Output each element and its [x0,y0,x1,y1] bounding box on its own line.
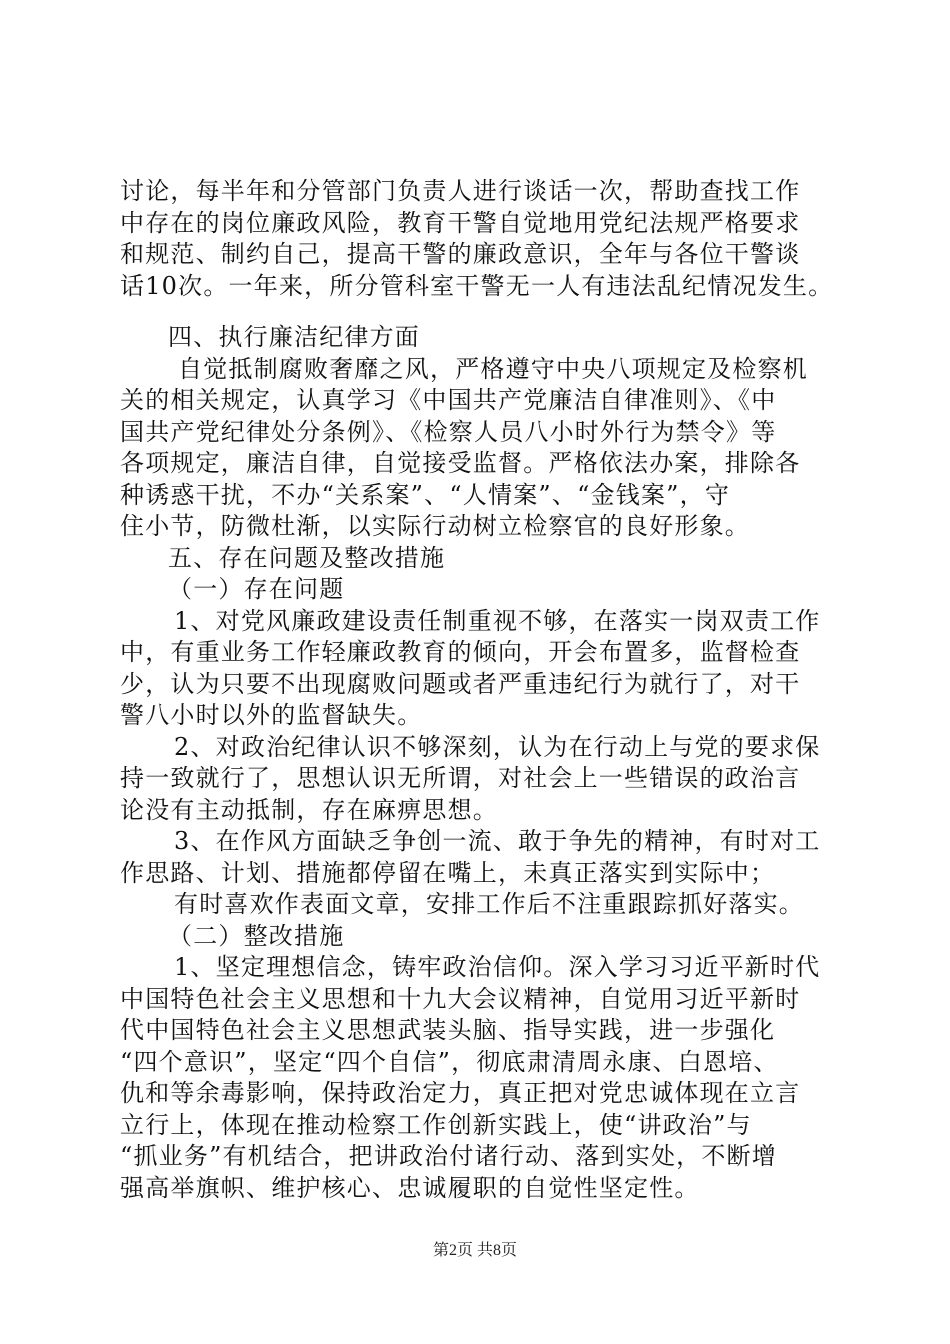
text-line: 各项规定，廉洁自律，自觉接受监督。严格依法办案，排除各 [120,449,801,477]
subsection-heading: （二）整改措施 [168,921,345,950]
text-line: 讨论，每半年和分管部门负责人进行谈话一次，帮助查找工作 [120,177,801,205]
text-line: 中国特色社会主义思想和十九大会议精神，自觉用习近平新时 [120,984,801,1013]
text-line: “抓业务”有机结合，把讲政治付诸行动、落到实处，不断增 [120,1142,777,1170]
text-line: 论没有主动抵制，存在麻痹思想。 [120,795,498,824]
text-line: 强高举旗帜、维护核心、忠诚履职的自觉性坚定性。 [120,1173,700,1202]
text-line: 少，认为只要不出现腐败问题或者严重违纪行为就行了，对干 [120,669,801,698]
text-line: 持一致就行了，思想认识无所谓，对社会上一些错误的政治言 [120,764,801,792]
text-line: 关的相关规定，认真学习《中国共产党廉洁自律准则》、《中 [120,386,777,414]
text-line: “四个意识”，坚定“四个自信”，彻底肃清周永康、白恩培、 [120,1047,779,1076]
subsection-heading: （一）存在问题 [168,575,345,603]
text-line: 代中国特色社会主义思想武装头脑、指导实践，进一步强化 [120,1016,776,1044]
text-line: 中，有重业务工作轻廉政教育的倾向，开会布置多，监督检查 [120,638,801,666]
text-line: 住小节，防微杜渐，以实际行动树立检察官的良好形象。 [120,512,750,540]
text-line: 警八小时以外的监督缺失。 [120,701,423,729]
text-line: 有时喜欢作表面文章，安排工作后不注重跟踪抓好落实。 [174,890,804,918]
text-line: 1、坚定理想信念，铸牢政治信仰。深入学习习近平新时代 [174,953,821,981]
text-line: 1、对党风廉政建设责任制重视不够，在落实一岗双责工作 [174,606,821,635]
text-line: 国共产党纪律处分条例》、《检察人员八小时外行为禁令》等 [120,417,777,446]
text-line: 种诱惑干扰，不办“关系案”、“人情案”、“金钱案”，守 [120,480,731,509]
text-line: 3、在作风方面缺乏争创一流、敢于争先的精神，有时对工 [174,827,821,855]
section-heading: 四、执行廉洁纪律方面 [168,323,420,351]
text-line: 作思路、计划、措施都停留在嘴上，未真正落实到实际中； [120,858,776,887]
text-line: 自觉抵制腐败奢靡之风，严格遵守中央八项规定及检察机 [178,354,808,383]
document-body [120,176,840,1204]
text-line: 和规范、制约自己，提高干警的廉政意识，全年与各位干警谈 [120,240,801,268]
page-number-footer: 第2页 共8页 [432,1242,517,1259]
text-line: 中存在的岗位廉政风险，教育干警自觉地用党纪法规严格要求 [120,208,801,237]
text-line: 2、对政治纪律认识不够深刻，认为在行动上与党的要求保 [174,732,821,761]
paragraph-gap [120,302,840,322]
text-line: 仇和等余毒影响，保持政治定力，真正把对党忠诚体现在立言 [120,1079,801,1107]
text-line: 话10次。一年来，所分管科室干警无一人有违法乱纪情况发生。 [120,271,834,300]
section-heading: 五、存在问题及整改措施 [168,543,446,572]
text-line: 立行上，体现在推动检察工作创新实践上，使“讲政治”与 [120,1110,752,1139]
